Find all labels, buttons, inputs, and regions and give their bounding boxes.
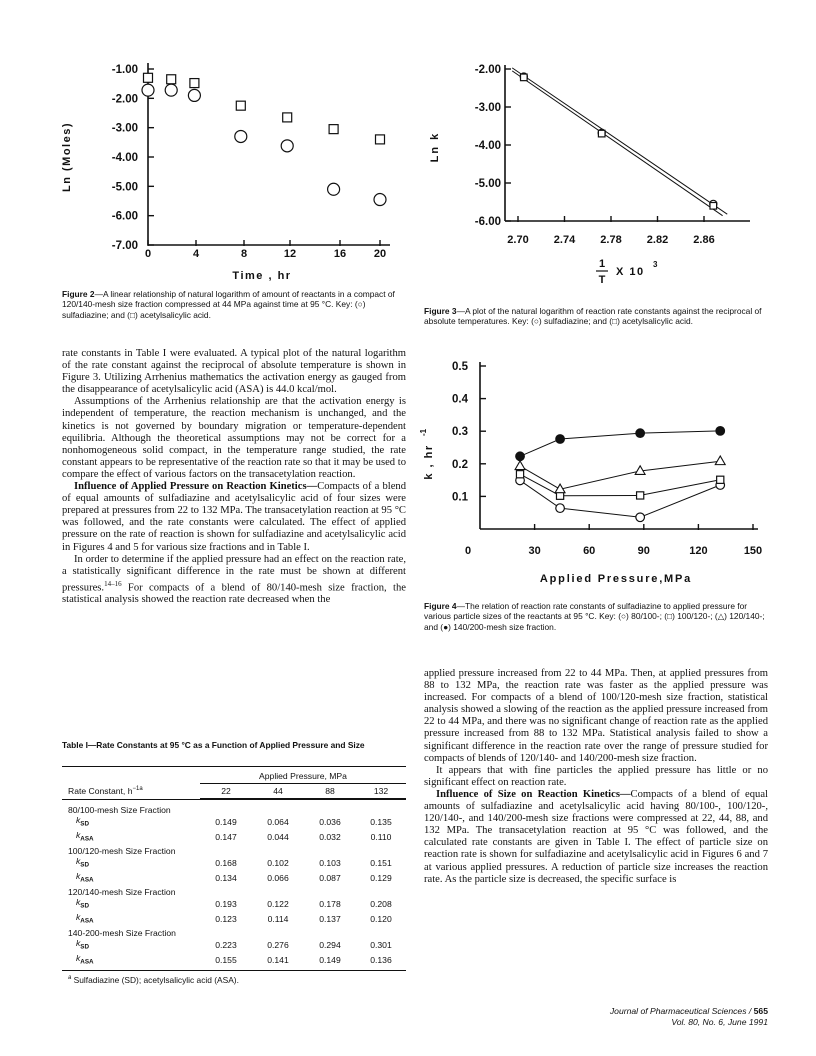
figure-3-chart xyxy=(410,55,780,295)
pressure-header-cell: 44 xyxy=(252,784,304,799)
y-tick-label: -7.00 xyxy=(111,240,138,252)
table-cell: 0.032 xyxy=(319,832,341,843)
data-point-triangle xyxy=(715,456,725,465)
y-axis-title: Ln (Moles) xyxy=(61,122,73,192)
table-cell: 0.151 xyxy=(370,858,392,869)
rate-constant-subscript: ASA xyxy=(80,835,94,843)
x-tick-label: 120 xyxy=(689,545,708,557)
table-cell: 0.134 xyxy=(215,873,237,884)
table-row xyxy=(62,815,406,830)
table-row xyxy=(62,871,406,886)
x-tick-label: 12 xyxy=(283,248,297,260)
table-cell: 0.141 xyxy=(267,955,289,966)
paragraph: rate constants in Table I were evaluated. A typical plot of the natural logarithm of the rate constant against the reciprocal of absolute temperature is shown in Figure 3. Utilizing Arrhenius mathematics the activation energy as gauged from the disappearance of acetylsalicylic acid (ASA) is 44.0 kcal/mol. xyxy=(62,348,406,396)
x-tick-label: 2.74 xyxy=(553,234,576,246)
table-cell: 0.137 xyxy=(319,914,341,925)
y-tick-label: 0.1 xyxy=(452,491,468,504)
data-point-square xyxy=(556,492,563,499)
table-cell: 0.123 xyxy=(215,914,237,925)
paragraph: applied pressure increased from 22 to 44 MPa. Then, at applied pressures from 88 to 132 MPa, the reaction rate was faster as the applied pressure was increased. For compacts of a blend of 100/120-mesh size fraction, statistical analysis showed a slowing of the reaction as the applied pressure increased from 22 to 44 MPa, and there was no significant change of reaction rate as the applied pressure increased from 88 to 132 MPa. Statistical analysis failed to show a significant difference in the reaction rate over the range of pressure studied for compacts of blends of 120/140- and 140/200-mesh size fraction. xyxy=(424,668,768,764)
x-tick-label: 60 xyxy=(583,545,596,557)
x-tick-label: 150 xyxy=(743,545,763,557)
figure-2-chart xyxy=(40,55,410,285)
table-row xyxy=(62,830,406,845)
table-cell: 0.044 xyxy=(267,832,289,843)
table-cell: 0.135 xyxy=(370,817,392,828)
y-axis-title-group xyxy=(419,428,435,479)
table-cell: 0.120 xyxy=(370,914,392,925)
rate-constant-subscript: ASA xyxy=(80,958,94,966)
y-tick-label: 0.2 xyxy=(452,458,468,471)
figure-2-caption-label: Figure 2 xyxy=(62,289,95,299)
y-tick-label: -1.00 xyxy=(111,64,138,76)
figure-4-caption-text: —The relation of reaction rate constants of sulfadiazine to applied pressure for various particle sizes of the reactants at 95 °C. Key: (○) 80/100-; (□) 100/120-; (△) 120/140-; and (●) 140/200-mesh size fraction. xyxy=(424,601,765,632)
rate-constant-subscript: ASA xyxy=(80,917,94,925)
data-point-circle xyxy=(165,84,177,96)
rate-constant-label xyxy=(62,830,200,845)
page-footer xyxy=(470,1006,768,1028)
y-axis-title: k , hr xyxy=(423,444,435,480)
pressure-header-cell: 132 xyxy=(356,784,406,799)
y-tick-label: -6.00 xyxy=(111,210,138,223)
data-point-circle xyxy=(188,89,200,101)
table-cell: 0.149 xyxy=(215,817,237,828)
x-axis-title: Time , hr xyxy=(232,270,292,282)
rate-constant-symbol: k xyxy=(76,871,81,882)
x-tick-label: 0 xyxy=(144,248,152,260)
row-header-label: Rate Constant, h xyxy=(68,785,133,796)
table-cell: 0.178 xyxy=(319,899,341,910)
x-tick-label: 30 xyxy=(528,545,541,557)
rate-constant-label xyxy=(62,912,200,927)
y-tick-label: -6.00 xyxy=(474,216,501,228)
paragraph: It appears that with fine particles the applied pressure has little or no significant effect on reaction rate. xyxy=(424,764,768,788)
rate-constant-symbol: k xyxy=(76,815,81,825)
rate-constant-label xyxy=(62,938,200,953)
x-axis-title: X 10 xyxy=(616,266,645,278)
paragraph: Assumptions of the Arrhenius relationship are that the activation energy is independent of temperature, the reaction mechanism is unchanged, and the kinetics is not governed by boundary migration or temperature-dependent equilibria. Although the theoretical assumptions may not be correct for a nonhomogeneous solid compact, in the temperature range studied, the rate constant appears to be representative of the reaction rate so that it may be used to compare the effect of various factors on the transacetylation reaction. xyxy=(62,396,406,480)
series-line xyxy=(520,474,720,496)
rate-constant-subscript: ASA xyxy=(80,876,94,884)
table-row xyxy=(62,938,406,953)
table-cell: 0.294 xyxy=(319,940,341,951)
data-point-square xyxy=(329,125,338,134)
rate-constant-symbol: k xyxy=(76,830,81,841)
pressure-header-cell: 22 xyxy=(200,784,252,799)
table-cell: 0.208 xyxy=(370,899,392,910)
x-tick-label: 0 xyxy=(464,545,472,557)
section-row xyxy=(62,886,406,897)
x-axis-title: Applied Pressure,MPa xyxy=(539,573,693,585)
rate-constant-symbol: k xyxy=(76,912,81,923)
x-axis-title-exponent: 3 xyxy=(653,260,658,269)
y-axis-title: Ln k xyxy=(429,131,441,163)
rate-constant-label xyxy=(62,953,200,968)
data-point-square xyxy=(167,75,176,84)
paragraph: Influence of Size on Reaction Kinetics—Compacts of a blend of equal amounts of sulfadiazine and acetylsalicylic acid having 80/100-, 100/120-, 120/140-, and 140/200-mesh size fractions were compressed at 22, 44, 88, and 132 MPa. The transacetylation reaction at 95 °C was followed, and the calculated rate constants are given in Table I. The effect of particle size on reaction rate is shown for sulfadiazine and acetylsalicylic acid in Figures 6 and 7 at various applied pressures. A reduction of particle size increases the reaction rate. As the particle size is decreased, the specific surface is xyxy=(424,788,768,885)
data-point-square xyxy=(717,476,724,483)
data-point-square xyxy=(283,113,292,122)
y-tick-label: -2.00 xyxy=(474,64,501,76)
y-tick-label: 0.5 xyxy=(452,361,468,373)
y-tick-label: -2.00 xyxy=(111,93,138,106)
rate-constant-label xyxy=(62,897,200,912)
data-point-square xyxy=(236,101,245,110)
figure-3-caption-label: Figure 3 xyxy=(424,306,457,316)
data-point-square xyxy=(521,74,528,81)
data-point-filled-circle xyxy=(516,452,525,461)
table-cell: 0.102 xyxy=(267,858,289,869)
figure-4-caption xyxy=(424,601,768,632)
column-group-header: Applied Pressure, MPa xyxy=(259,771,347,781)
x-tick-label: 2.70 xyxy=(507,234,529,246)
table-row xyxy=(62,856,406,871)
page-number: 565 xyxy=(753,1006,768,1016)
table-cell: 0.301 xyxy=(370,940,392,951)
table-cell: 0.110 xyxy=(370,832,392,843)
figure-3-caption xyxy=(424,306,768,327)
rate-constant-symbol: k xyxy=(76,856,81,867)
right-column-text xyxy=(424,668,768,886)
y-tick-label: -3.00 xyxy=(111,122,138,135)
section-label: 120/140-mesh Size Fraction xyxy=(68,887,176,898)
table-1 xyxy=(62,766,406,985)
regression-line-acetylsalicylic-acid xyxy=(512,71,722,216)
figure-2-caption-text: —A linear relationship of natural logarithm of amount of reactants in a compact of 120/140-mesh size fraction compressed at 44 MPa against time at 95 °C. Key: (○) sulfadiazine; and (□) acetylsalicylic acid. xyxy=(62,289,395,320)
y-tick-label: 0.3 xyxy=(452,426,468,439)
x-tick-label: 2.86 xyxy=(693,234,715,246)
rate-constant-symbol: k xyxy=(76,953,81,964)
rate-constant-symbol: k xyxy=(76,897,81,908)
table-row xyxy=(62,953,406,968)
left-column-text xyxy=(62,348,406,607)
section-label: 100/120-mesh Size Fraction xyxy=(68,846,176,857)
section-row xyxy=(62,845,406,856)
y-tick-label: -4.00 xyxy=(474,140,501,152)
paragraph: In order to determine if the applied pressure had an effect on the reaction rate, a statistically significant difference in the rate must be shown at different pressures.$^{14-16}$ For compacts of a blend of 80/140-mesh size fraction, the statistical analysis showed the reaction rate decreased when the xyxy=(62,553,406,606)
table-cell: 0.066 xyxy=(267,873,289,884)
table-cell: 0.147 xyxy=(215,832,237,843)
data-point-circle xyxy=(556,504,565,513)
table-1-footnote: $^a$ Sulfadiazine (SD); acetylsalicylic acid (ASA). xyxy=(68,975,239,986)
data-point-filled-circle xyxy=(556,435,565,444)
rate-constant-symbol: k xyxy=(76,938,81,949)
series-line xyxy=(520,431,720,456)
data-point-square xyxy=(144,73,153,82)
table-row xyxy=(62,897,406,912)
table-cell: 0.114 xyxy=(267,914,289,925)
x-tick-label: 2.82 xyxy=(646,234,669,246)
rate-constant-subscript: SD xyxy=(80,861,90,869)
y-tick-label: -5.00 xyxy=(111,181,138,194)
table-1-title: Table I—Rate Constants at 95 °C as a Function of Applied Pressure and Size xyxy=(62,740,365,750)
y-tick-label: -4.00 xyxy=(111,152,138,164)
data-point-circle xyxy=(636,513,645,522)
figure-4-chart xyxy=(410,352,780,597)
y-tick-label: 0.4 xyxy=(452,393,468,406)
table-cell: 0.276 xyxy=(267,940,289,951)
table-cell: 0.103 xyxy=(319,858,341,869)
table-cell: 0.122 xyxy=(267,899,289,910)
data-point-square xyxy=(598,130,605,137)
y-axis-title-exponent: -1 xyxy=(419,428,428,436)
x-tick-label: 90 xyxy=(637,545,650,557)
figure-3-caption-text: —A plot of the natural logarithm of reaction rate constants against the reciprocal of absolute temperatures. Key: (○) sulfadiazine; and (□) acetylsalicylic acid. xyxy=(424,306,762,327)
data-point-filled-circle xyxy=(636,429,645,438)
section-heading: Influence of Applied Pressure on Reaction Kinetics— xyxy=(74,481,318,493)
data-point-square xyxy=(516,471,523,478)
y-tick-label: -3.00 xyxy=(474,102,501,114)
table-cell: 0.149 xyxy=(319,955,341,966)
data-point-filled-circle xyxy=(716,427,725,436)
rate-constant-subscript: SD xyxy=(80,820,90,828)
section-row xyxy=(62,927,406,938)
table-header-row xyxy=(62,767,406,784)
section-heading: Influence of Size on Reaction Kinetics— xyxy=(436,788,631,800)
table-cell: 0.087 xyxy=(319,873,341,884)
row-header-cell xyxy=(62,767,200,799)
rate-constant-subscript: SD xyxy=(80,943,90,951)
rate-constant-subscript: SD xyxy=(80,902,90,910)
table-row xyxy=(62,912,406,927)
data-point-circle xyxy=(281,140,293,152)
section-label: 80/100-mesh Size Fraction xyxy=(68,805,171,815)
section-label: 140-200-mesh Size Fraction xyxy=(68,928,176,939)
data-point-square xyxy=(637,492,644,499)
volume-info: Vol. 80, No. 6, June 1991 xyxy=(671,1017,768,1027)
data-point-circle xyxy=(328,183,340,195)
data-point-triangle xyxy=(515,461,525,470)
x-tick-label: 20 xyxy=(373,248,387,260)
section-row xyxy=(62,800,406,816)
reference-superscript: 14–16 xyxy=(104,579,122,588)
rate-constant-label xyxy=(62,871,200,886)
x-tick-label: 16 xyxy=(333,248,347,260)
series-line xyxy=(520,461,720,489)
table-cell: 0.064 xyxy=(267,817,289,828)
x-axis-title-denominator: T xyxy=(598,274,606,286)
x-tick-label: 2.78 xyxy=(600,234,622,246)
table-cell: 0.136 xyxy=(370,955,392,966)
data-point-square xyxy=(190,79,199,88)
data-point-circle xyxy=(374,194,386,206)
data-point-circle xyxy=(142,84,154,96)
table-cell: 0.193 xyxy=(215,899,237,910)
table-cell: 0.168 xyxy=(215,858,237,869)
regression-line-sulfadiazine xyxy=(512,68,727,214)
data-point-square xyxy=(376,135,385,144)
table-cell: 0.129 xyxy=(370,873,392,884)
table-cell: 0.223 xyxy=(215,940,237,951)
data-point-circle xyxy=(235,130,247,142)
x-tick-label: 4 xyxy=(192,248,200,260)
figure-2-caption xyxy=(62,289,406,320)
table-cell: 0.155 xyxy=(215,955,237,966)
figure-4-caption-label: Figure 4 xyxy=(424,601,457,611)
x-axis-title-numerator: 1 xyxy=(598,258,606,270)
data-point-square xyxy=(710,203,717,210)
rate-constant-label xyxy=(62,856,200,871)
pressure-header-cell: 88 xyxy=(304,784,356,799)
y-tick-label: -5.00 xyxy=(474,178,501,190)
rate-constant-table xyxy=(62,767,406,968)
rate-constant-label xyxy=(62,815,200,830)
journal-name: Journal of Pharmaceutical Sciences / xyxy=(609,1006,754,1016)
paragraph: Influence of Applied Pressure on Reaction Kinetics—Compacts of a blend of equal amounts of sulfadiazine and acetylsalicylic acid of four sizes were prepared at pressures from 22 to 132 MPa. The transacetylation reaction at 95 °C was followed, and the rate constants were calculated. The effect of applied pressure on the rate of reaction is shown for sulfadiazine and acetylsalicylic acid in Figures 4 and 5 for various size fractions and in Table I. xyxy=(62,481,406,553)
table-cell: 0.036 xyxy=(319,817,341,828)
row-header-superscript: −1a xyxy=(132,785,143,792)
x-tick-label: 8 xyxy=(240,248,248,260)
